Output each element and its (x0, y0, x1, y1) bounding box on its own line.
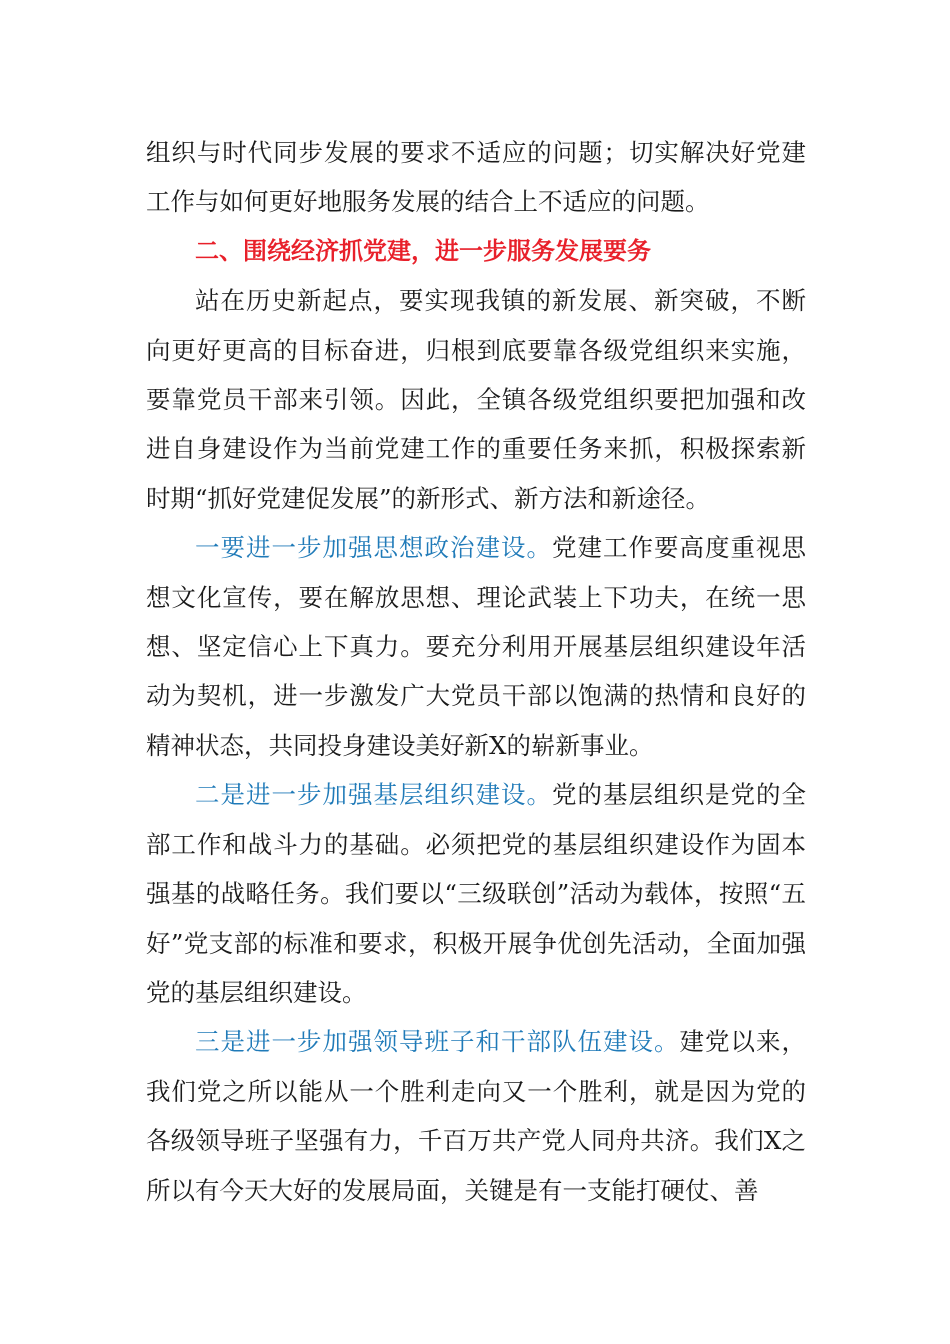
paragraph-lead: 一要进一步加强思想政治建设。 (195, 533, 552, 563)
section-heading: 二、围绕经济抓党建，进一步服务发展要务 (195, 236, 651, 265)
paragraph-intro: 站在历史新起点，要实现我镇的新发展、新突破，不断向更好更高的目标奋进，归根到底要靠各级党组织来实施，要靠党员干部来引领。因此，全镇各级党组织要把加强和改进自身建设作为当前党建工作的重要任务来抓，积极探索新时期“抓好党建促发展”的新形式、新方法和新途径。 (146, 286, 806, 513)
paragraph-grassroots (146, 770, 806, 1017)
paragraph-text: 建党以来，我们党之所以能从一个胜利走向又一个胜利，就是因为党的各级领导班子坚强有力，千百万共产党人同舟共济。我们X之所以有今天大好的发展局面，关键是有一支能打硬仗、善 (146, 1027, 806, 1205)
paragraph-continuation: 组织与时代同步发展的要求不适应的问题；切实解决好党建工作与如何更好地服务发展的结合上不适应的问题。 (146, 138, 806, 217)
document-body (146, 128, 806, 1215)
paragraph-leadership (146, 1017, 806, 1215)
paragraph-thought-building (146, 523, 806, 770)
paragraph-lead: 二是进一步加强基层组织建设。 (195, 780, 552, 810)
paragraph-text: 党的基层组织是党的全部工作和战斗力的基础。必须把党的基层组织建设作为固本强基的战略任务。我们要以“三级联创”活动为载体，按照“五好”党支部的标准和要求，积极开展争优创先活动，全面加强党的基层组织建设。 (146, 780, 806, 1007)
paragraph-text: 党建工作要高度重视思想文化宣传，要在解放思想、理论武装上下功夫，在统一思想、坚定信心上下真力。要充分利用开展基层组织建设年活动为契机，进一步激发广大党员干部以饱满的热情和良好的精神状态，共同投身建设美好新X的崭新事业。 (146, 533, 806, 760)
paragraph-lead: 三是进一步加强领导班子和干部队伍建设。 (195, 1027, 680, 1057)
